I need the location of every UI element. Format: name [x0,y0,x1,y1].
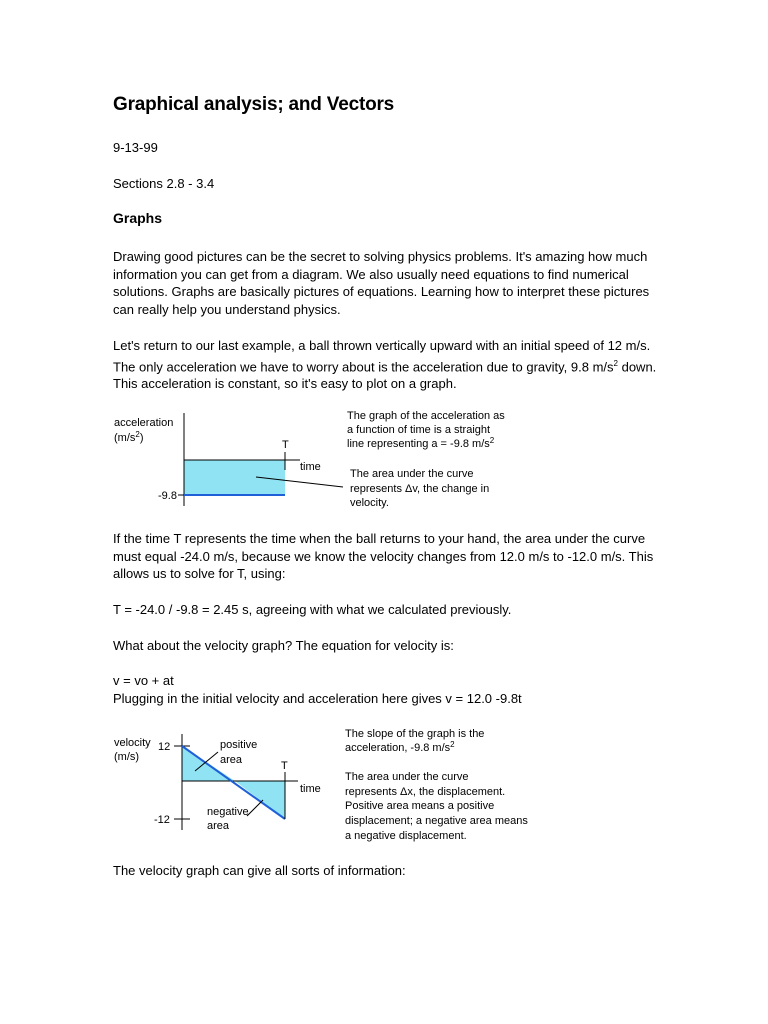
velocity-negative-label-1: negative [207,806,249,818]
accel-note1-line3-text: line representing a = -9.8 m/s [347,438,490,450]
paragraph-example-text-a: Let's return to our last example, a ball thrown vertically upward with an initial speed of 12 m/s. The only acceleration we have to worry about is the acceleration due to gravity, 9.8 m/s [113,338,651,374]
accel-note1-line2: a function of time is a straight [347,424,491,436]
velocity-plugged: Plugging in the initial velocity and acceleration here gives v = 12.0 -9.8t [113,690,522,706]
velocity-note1-sup: 2 [450,740,455,749]
accel-ylabel-line1: acceleration [114,417,174,429]
accel-note2-line1: The area under the curve [350,468,474,480]
accel-note1-line1: The graph of the acceleration as [347,410,505,422]
paragraph-example-superscript: 2 [613,358,618,368]
accel-time-label: time [300,461,321,473]
velocity-note2-line1: The area under the curve [345,771,469,783]
velocity-T-label: T [281,760,288,772]
section-heading-graphs: Graphs [113,210,163,226]
paragraph-example-text-b: down. This acceleration is constant, so it's easy to plot on a graph. [113,358,657,392]
velocity-note1-line2 [345,740,455,754]
paragraph-solve-T: If the time T represents the time when the ball returns to your hand, the area under the curve must equal -24.0 m/s, because we know the velocity changes from 12.0 m/s to -12.0 m/s. This allows us to solve for T, using: [113,531,654,581]
velocity-note2-line2: represents Δx, the displacement. [345,786,506,798]
accel-note2-line2: represents Δv, the change in [350,483,490,495]
velocity-note2-line4: displacement; a negative area means [345,815,528,827]
accel-tick-label: -9.8 [158,490,177,502]
accel-note2-line3: velocity. [350,497,389,509]
accel-ylabel-unit: (m/s [114,432,136,444]
velocity-note2-line5: a negative displacement. [345,830,467,842]
velocity-negative-leader [247,800,263,816]
velocity-ylabel-line2: (m/s) [114,751,140,763]
accel-T-label: T [282,439,289,451]
velocity-note1-line2-text: acceleration, -9.8 m/s [345,742,451,754]
velocity-tick-top-label: 12 [158,741,171,753]
velocity-time-label: time [300,783,321,795]
velocity-positive-label-1: positive [220,739,258,751]
paragraph-velocity-question: What about the velocity graph? The equation for velocity is: [113,638,454,653]
date-line: 9-13-99 [113,140,158,155]
accel-note1-sup: 2 [489,436,495,445]
velocity-positive-label-2: area [220,754,243,766]
accel-ylabel-close: ) [139,432,144,444]
paragraph-velocity-info: The velocity graph can give all sorts of information: [113,863,406,878]
sections-line: Sections 2.8 - 3.4 [113,176,215,191]
velocity-equation: v = vo + at [113,673,174,688]
velocity-note2-line3: Positive area means a positive [345,800,495,812]
paragraph-T-result: T = -24.0 / -9.8 = 2.45 s, agreeing with what we calculated previously. [113,602,512,617]
velocity-tick-bottom-label: -12 [154,814,170,826]
paragraph-intro: Drawing good pictures can be the secret to solving physics problems. It's amazing how much information you can get from a diagram. We also usually need equations to find numerical solutions. Graphs are basically pictures of equations. Learning how to interpret these pictures can really help you understand physics. [113,249,650,317]
velocity-note1-line1: The slope of the graph is the [345,728,485,740]
velocity-ylabel-line1: velocity [114,737,151,749]
velocity-negative-label-2: area [207,820,230,832]
accel-ylabel-sup: 2 [135,430,140,439]
page-title: Graphical analysis; and Vectors [113,94,395,115]
